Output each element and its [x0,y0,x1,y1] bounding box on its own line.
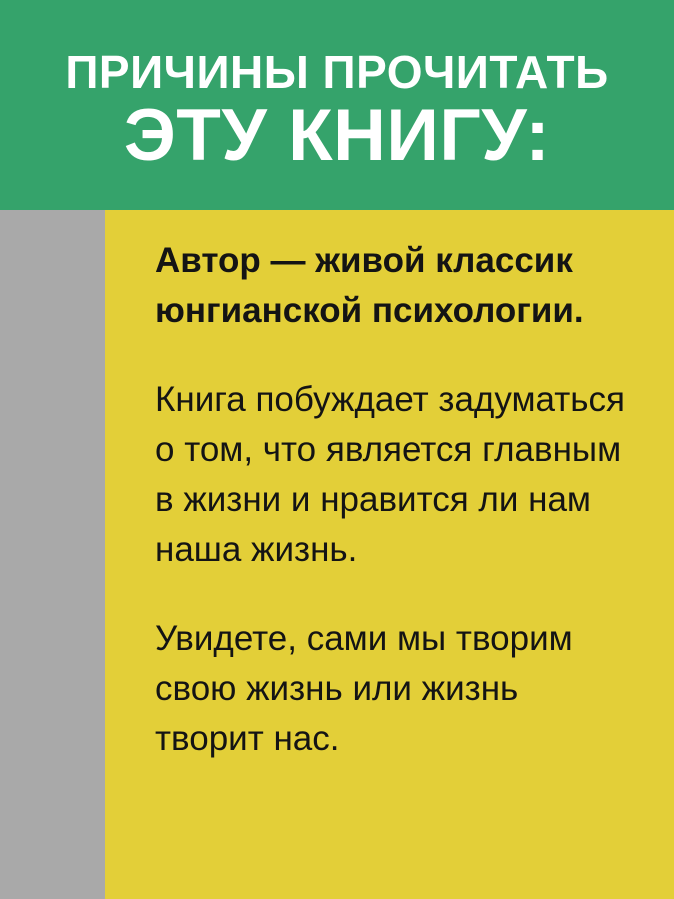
content-area [0,210,674,899]
text-panel [105,210,674,899]
paragraph-author-line: Автор — живой классик [155,241,573,280]
paragraph-author-line: юнгианской психологии. [155,291,584,330]
paragraph-takeaway-line: Увидете, сами мы творим [155,619,573,658]
paragraph-takeaway-line: свою жизнь или жизнь [155,669,519,708]
title-line-2: ЭТУ КНИГУ: [123,95,551,176]
paragraph-takeaway [155,614,654,764]
paragraph-book-theme-line: наша жизнь. [155,530,358,569]
header-banner [0,0,674,210]
left-gray-strip [0,210,105,899]
paragraph-book-theme [155,375,654,575]
title-line-1: ПРИЧИНЫ ПРОЧИТАТЬ [65,46,609,98]
paragraph-book-theme-line: Книга побуждает задуматься [155,380,625,419]
paragraph-author [155,236,654,336]
paragraph-book-theme-line: в жизни и нравится ли нам [155,480,591,519]
paragraph-takeaway-line: творит нас. [155,719,340,758]
paragraph-book-theme-line: о том, что является главным [155,430,622,469]
